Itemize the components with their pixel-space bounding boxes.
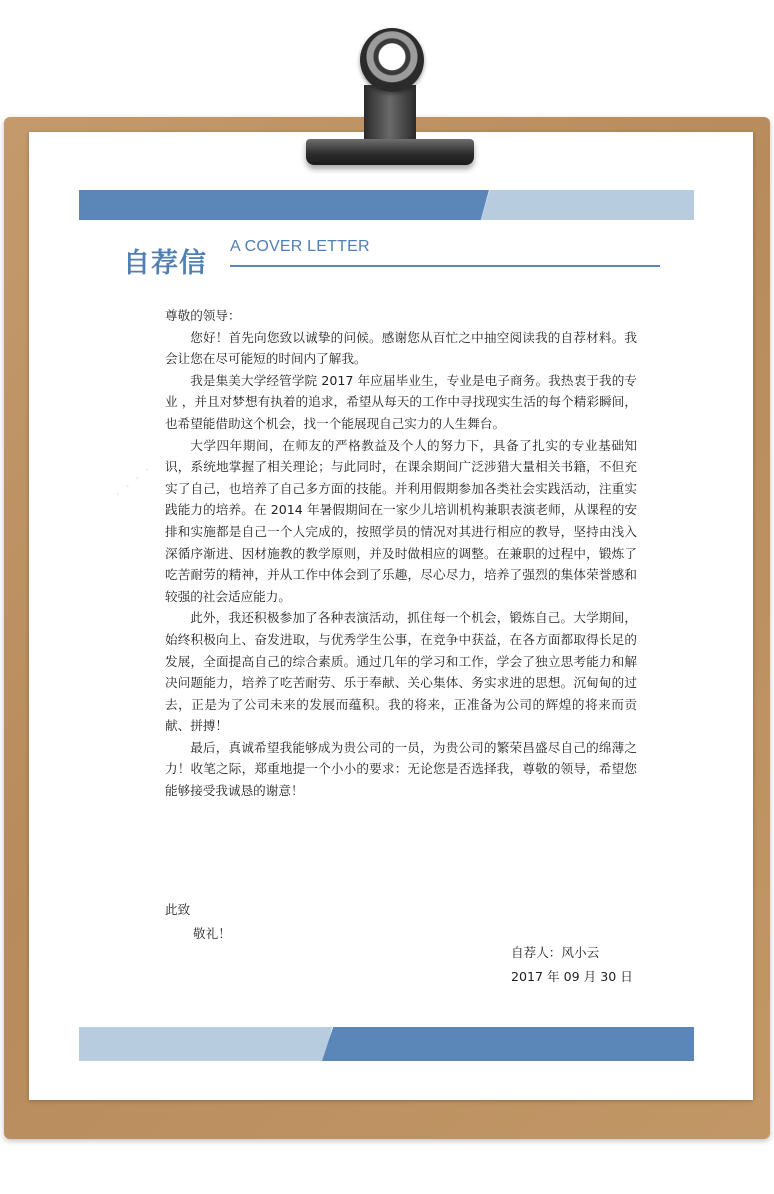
header-band-dark <box>79 190 489 220</box>
title-divider <box>230 265 660 267</box>
header-band-light <box>481 190 694 220</box>
binder-clip-icon <box>360 28 424 92</box>
letter-date: 2017 年 09 月 30 日 <box>511 969 633 984</box>
signer-name: 自荐人：风小云 <box>511 945 600 960</box>
letter-body <box>165 305 637 802</box>
watermark: · · · · <box>107 458 158 506</box>
letter-paragraph: 您好！首先向您致以诚挚的问候。感谢您从百忙之中抽空阅读我的自荐材料。我会让您在尽可能短的时间内了解我。 <box>165 329 637 367</box>
signature-block <box>511 941 633 989</box>
page-title: 自荐信 <box>123 248 207 279</box>
letter-paragraph: 最后，真诚希望我能够成为贵公司的一员，为贵公司的繁荣昌盛尽自己的绵薄之力！收笔之际，郑重地提一个小小的要求：无论您是否选择我，尊敬的领导，希望您能够接受我诚恳的谢意！ <box>165 739 637 799</box>
page-subtitle: A COVER LETTER <box>230 238 370 255</box>
footer-band-dark <box>322 1027 694 1061</box>
clip-base <box>306 139 474 165</box>
salutation: 尊敬的领导： <box>165 308 241 323</box>
closing-line-1: 此致 <box>165 902 191 917</box>
letter-paragraph: 大学四年期间，在师友的严格教益及个人的努力下，具备了扎实的专业基础知识，系统地掌握了相关理论；与此同时，在课余期间广泛涉猎大量相关书籍，不但充实了自己，也培养了自己多方面的技能。并利用假期参加各类社会实践活动，注重实践能力的培养。在 2014 年暑假期间在一家少儿培训机构兼职表演老师，从课程的安排和实施都是自己一个人完成的，按照学员的情况对其进行相应的教导，坚持由浅入深循序渐进、因材施教的教学原则，并及时做相应的调整。在兼职的过程中，锻炼了吃苦耐劳的精神，并从工作中体会到了乐趣，尽心尽力，培养了强烈的集体荣誉感和较强的社会适应能力。 <box>165 437 637 604</box>
closing <box>165 898 231 946</box>
closing-line-2: 敬礼！ <box>193 926 231 941</box>
letter-paragraph: 我是集美大学经管学院 2017 年应届毕业生，专业是电子商务。我热衷于我的专业 ，并且对梦想有执着的追求，希望从每天的工作中寻找现实生活的每个精彩瞬间，也希望能借助这个机会，找一个能展现自己实力的人生舞台。 <box>165 372 637 431</box>
letter-paragraph: 此外，我还积极参加了各种表演活动，抓住每一个机会，锻炼自己。大学期间，始终积极向上、奋发进取，与优秀学生公事，在竞争中获益，在各方面都取得长足的发展，全面提高自己的综合素质。通过几年的学习和工作，学会了独立思考能力和解决问题能力，培养了吃苦耐劳、乐于奉献、关心集体、务实求进的思想。沉甸甸的过去，正是为了公司未来的发展而蕴积。我的将来，正准备为公司的辉煌的将来而贡献、拼搏！ <box>165 610 637 734</box>
footer-band-light <box>79 1027 332 1061</box>
clip-neck <box>364 85 416 145</box>
